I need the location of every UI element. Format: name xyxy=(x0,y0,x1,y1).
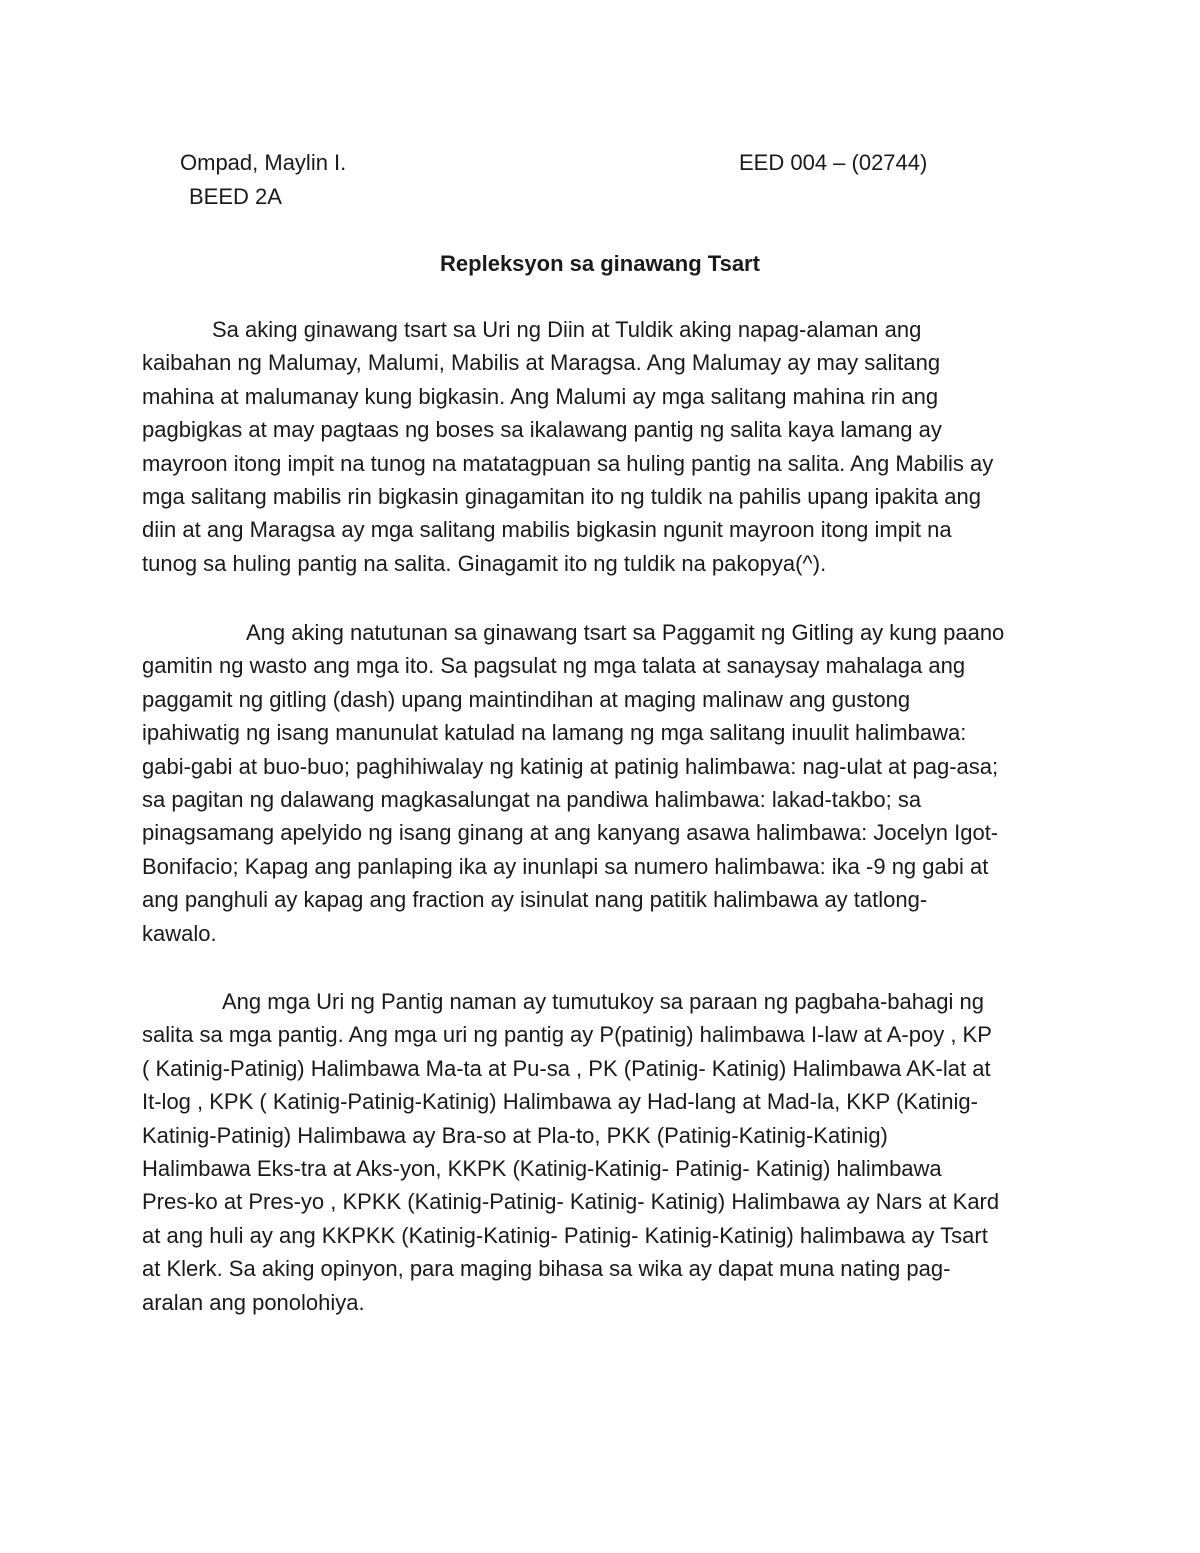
paragraph-line: ipahiwatig ng isang manunulat katulad na lamang ng mga salitang inuulit halimbawa: xyxy=(142,720,967,746)
paragraph-line: Sa aking ginawang tsart sa Uri ng Diin at Tuldik aking napag-alaman ang xyxy=(212,317,922,342)
paragraph-line: kawalo. xyxy=(142,920,217,946)
paragraph-line: aralan ang ponolohiya. xyxy=(142,1289,365,1315)
course-code: EED 004 – (02744) xyxy=(739,150,928,175)
paragraph-line: tunog sa huling pantig na salita. Ginagamit ito ng tuldik na pakopya(^). xyxy=(142,550,827,576)
student-name: Ompad, Maylin I. xyxy=(180,150,347,175)
document-title: Repleksyon sa ginawang Tsart xyxy=(440,251,760,276)
paragraph-line: pagbigkas at may pagtaas ng boses sa ikalawang pantig ng salita kaya lamang ay xyxy=(142,417,942,443)
paragraph-2 xyxy=(142,616,1062,950)
paragraph-line: sa pagitan ng dalawang magkasalungat na pandiwa halimbawa: lakad-takbo; sa xyxy=(142,787,922,813)
paragraph-line: ( Katinig-Patinig) Halimbawa Ma-ta at Pu-sa , PK (Patinig- Katinig) Halimbawa AK-lat at xyxy=(142,1055,991,1081)
paragraph-line: Katinig-Patinig) Halimbawa ay Bra-so at Pla-to, PKK (Patinig-Katinig-Katinig) xyxy=(142,1122,888,1148)
paragraph-line: It-log , KPK ( Katinig-Patinig-Katinig) Halimbawa ay Had-lang at Mad-la, KKP (Katinig- xyxy=(142,1089,978,1115)
paragraph-line: Bonifacio; Kapag ang panlaping ika ay inunlapi sa numero halimbawa: ika -9 ng gabi at xyxy=(142,853,989,879)
paragraph-line: kaibahan ng Malumay, Malumi, Mabilis at Maragsa. Ang Malumay ay may salitang xyxy=(142,350,941,376)
paragraph-line: paggamit ng gitling (dash) upang maintindihan at maging malinaw ang gustong xyxy=(142,686,911,712)
paragraph-1 xyxy=(142,313,1062,580)
paragraph-line: at ang huli ay ang KKPKK (Katinig-Katinig- Patinig- Katinig-Katinig) halimbawa ay Tsart xyxy=(142,1222,988,1248)
paragraph-line: Ang aking natutunan sa ginawang tsart sa Paggamit ng Gitling ay kung paano xyxy=(246,620,1005,645)
paragraph-line: gabi-gabi at buo-buo; paghihiwalay ng katinig at patinig halimbawa: nag-ulat at pag-asa; xyxy=(142,753,999,779)
paragraph-line: pinagsamang apelyido ng isang ginang at ang kanyang asawa halimbawa: Jocelyn Igot- xyxy=(142,820,999,846)
section-label: BEED 2A xyxy=(189,184,282,209)
paragraph-line: mayroon itong impit na tunog na matatagpuan sa huling pantig na salita. Ang Mabilis ay xyxy=(142,450,994,476)
paragraph-line: gamitin ng wasto ang mga ito. Sa pagsulat ng mga talata at sanaysay mahalaga ang xyxy=(142,653,966,679)
paragraph-line: mga salitang mabilis rin bigkasin ginagamitan ito ng tuldik na pahilis upang ipakita ang xyxy=(142,484,981,510)
paragraph-line: ang panghuli ay kapag ang fraction ay isinulat nang patitik halimbawa ay tatlong- xyxy=(142,887,928,913)
paragraph-line: Pres-ko at Pres-yo , KPKK (Katinig-Patinig- Katinig- Katinig) Halimbawa ay Nars at Kard xyxy=(142,1189,1000,1215)
paragraph-line: Halimbawa Eks-tra at Aks-yon, KKPK (Katinig-Katinig- Patinig- Katinig) halimbawa xyxy=(142,1156,942,1182)
paragraph-line: mahina at malumanay kung bigkasin. Ang Malumi ay mga salitang mahina rin ang xyxy=(142,383,939,409)
paragraph-line: diin at ang Maragsa ay mga salitang mabilis bigkasin ngunit mayroon itong impit na xyxy=(142,517,952,543)
paragraph-line: at Klerk. Sa aking opinyon, para maging bihasa sa wika ay dapat muna nating pag- xyxy=(142,1256,951,1282)
paragraph-line: salita sa mga pantig. Ang mga uri ng pantig ay P(patinig) halimbawa I-law at A-poy , KP xyxy=(142,1022,992,1048)
paragraph-line: Ang mga Uri ng Pantig naman ay tumutukoy sa paraan ng pagbaha-bahagi ng xyxy=(222,989,984,1014)
paragraph-3 xyxy=(142,985,1062,1319)
